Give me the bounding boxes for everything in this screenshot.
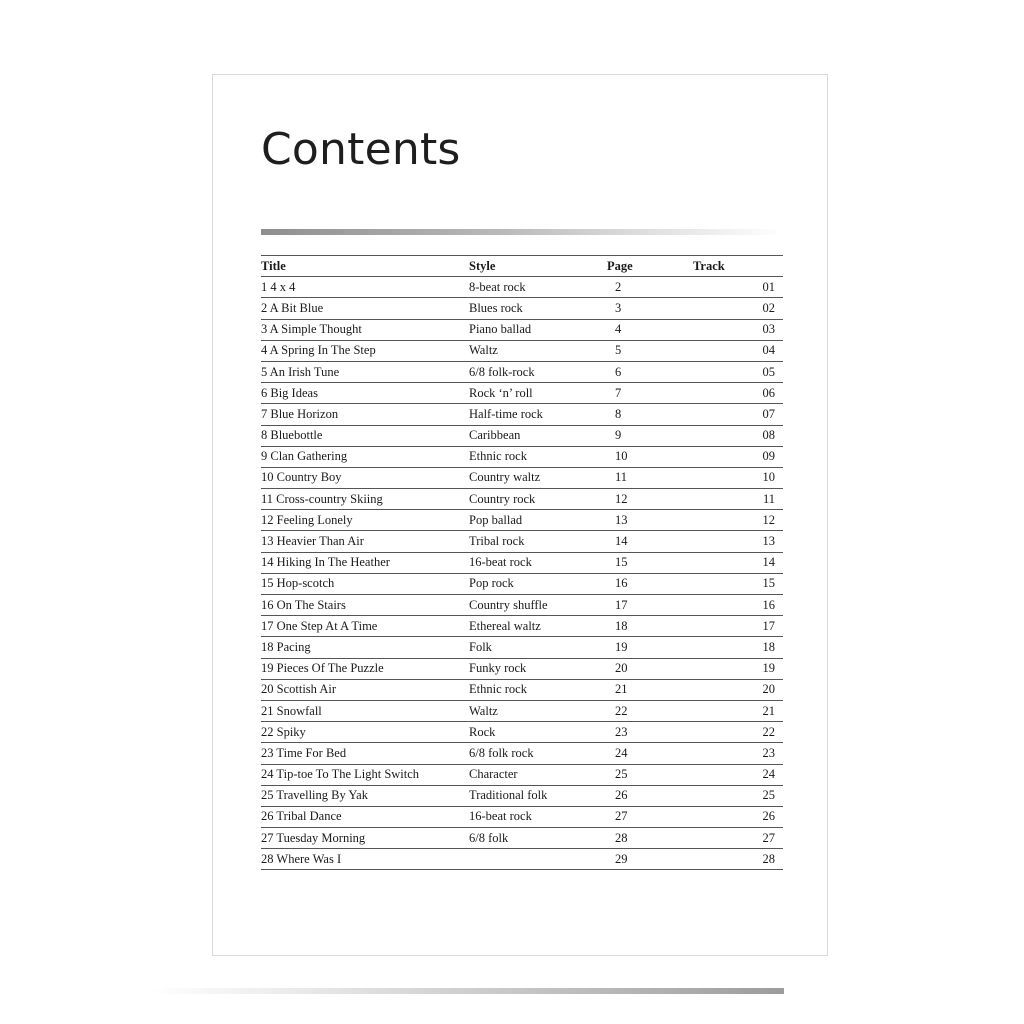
table-row bbox=[261, 340, 783, 361]
cell-track: 24 bbox=[693, 764, 783, 785]
cell-title: 15 Hop-scotch bbox=[261, 573, 469, 594]
cell-track: 13 bbox=[693, 531, 783, 552]
cell-style: 6/8 folk rock bbox=[469, 743, 607, 764]
cell-page: 2 bbox=[607, 277, 693, 298]
table-row bbox=[261, 573, 783, 594]
table-row bbox=[261, 595, 783, 616]
cell-title: 22 Spiky bbox=[261, 722, 469, 743]
cell-track: 23 bbox=[693, 743, 783, 764]
cell-track: 19 bbox=[693, 658, 783, 679]
table-row bbox=[261, 849, 783, 870]
cell-page: 27 bbox=[607, 806, 693, 827]
cell-style: 8-beat rock bbox=[469, 277, 607, 298]
table-row bbox=[261, 361, 783, 382]
cell-title: 1 4 x 4 bbox=[261, 277, 469, 298]
table-row bbox=[261, 828, 783, 849]
cell-title: 9 Clan Gathering bbox=[261, 446, 469, 467]
cell-track: 09 bbox=[693, 446, 783, 467]
cell-page: 12 bbox=[607, 489, 693, 510]
cell-style: Country rock bbox=[469, 489, 607, 510]
table-row bbox=[261, 510, 783, 531]
cell-track: 25 bbox=[693, 785, 783, 806]
page-shadow bbox=[150, 988, 784, 994]
cell-track: 16 bbox=[693, 595, 783, 616]
cell-page: 9 bbox=[607, 425, 693, 446]
cell-title: 18 Pacing bbox=[261, 637, 469, 658]
cell-title: 7 Blue Horizon bbox=[261, 404, 469, 425]
cell-track: 02 bbox=[693, 298, 783, 319]
cell-page: 17 bbox=[607, 595, 693, 616]
table-row bbox=[261, 319, 783, 340]
cell-page: 5 bbox=[607, 340, 693, 361]
table-row bbox=[261, 552, 783, 573]
table-row bbox=[261, 700, 783, 721]
header-track: Track bbox=[693, 256, 783, 277]
cell-title: 5 An Irish Tune bbox=[261, 361, 469, 382]
cell-track: 15 bbox=[693, 573, 783, 594]
cell-page: 7 bbox=[607, 383, 693, 404]
cell-page: 16 bbox=[607, 573, 693, 594]
cell-page: 23 bbox=[607, 722, 693, 743]
cell-title: 27 Tuesday Morning bbox=[261, 828, 469, 849]
cell-page: 8 bbox=[607, 404, 693, 425]
cell-page: 6 bbox=[607, 361, 693, 382]
cell-title: 2 A Bit Blue bbox=[261, 298, 469, 319]
cell-style: Folk bbox=[469, 637, 607, 658]
cell-page: 29 bbox=[607, 849, 693, 870]
cell-track: 27 bbox=[693, 828, 783, 849]
table-row bbox=[261, 722, 783, 743]
cell-title: 28 Where Was I bbox=[261, 849, 469, 870]
cell-style: Country shuffle bbox=[469, 595, 607, 616]
cell-page: 14 bbox=[607, 531, 693, 552]
cell-style: Traditional folk bbox=[469, 785, 607, 806]
cell-title: 23 Time For Bed bbox=[261, 743, 469, 764]
cell-track: 14 bbox=[693, 552, 783, 573]
cell-page: 11 bbox=[607, 467, 693, 488]
cell-track: 08 bbox=[693, 425, 783, 446]
cell-page: 22 bbox=[607, 700, 693, 721]
table-row bbox=[261, 616, 783, 637]
header-page: Page bbox=[607, 256, 693, 277]
cell-title: 25 Travelling By Yak bbox=[261, 785, 469, 806]
header-style: Style bbox=[469, 256, 607, 277]
cell-style: Rock ‘n’ roll bbox=[469, 383, 607, 404]
document-page bbox=[212, 74, 828, 956]
cell-style: Waltz bbox=[469, 340, 607, 361]
table-row bbox=[261, 637, 783, 658]
table-row bbox=[261, 425, 783, 446]
cell-title: 26 Tribal Dance bbox=[261, 806, 469, 827]
table-row bbox=[261, 277, 783, 298]
cell-style: Pop ballad bbox=[469, 510, 607, 531]
table-body bbox=[261, 277, 783, 870]
table-row bbox=[261, 658, 783, 679]
cell-track: 22 bbox=[693, 722, 783, 743]
cell-page: 25 bbox=[607, 764, 693, 785]
cell-title: 17 One Step At A Time bbox=[261, 616, 469, 637]
cell-track: 10 bbox=[693, 467, 783, 488]
cell-track: 18 bbox=[693, 637, 783, 658]
cell-title: 6 Big Ideas bbox=[261, 383, 469, 404]
cell-style: Pop rock bbox=[469, 573, 607, 594]
cell-style: Ethnic rock bbox=[469, 446, 607, 467]
cell-style: Blues rock bbox=[469, 298, 607, 319]
table-row bbox=[261, 743, 783, 764]
cell-title: 14 Hiking In The Heather bbox=[261, 552, 469, 573]
cell-title: 20 Scottish Air bbox=[261, 679, 469, 700]
table-row bbox=[261, 764, 783, 785]
table-row bbox=[261, 383, 783, 404]
cell-title: 21 Snowfall bbox=[261, 700, 469, 721]
cell-style: 6/8 folk-rock bbox=[469, 361, 607, 382]
table-row bbox=[261, 531, 783, 552]
cell-title: 4 A Spring In The Step bbox=[261, 340, 469, 361]
cell-track: 20 bbox=[693, 679, 783, 700]
cell-style: 16-beat rock bbox=[469, 552, 607, 573]
header-row bbox=[261, 256, 783, 277]
cell-track: 26 bbox=[693, 806, 783, 827]
cell-track: 07 bbox=[693, 404, 783, 425]
cell-page: 24 bbox=[607, 743, 693, 764]
cell-title: 16 On The Stairs bbox=[261, 595, 469, 616]
cell-style: Caribbean bbox=[469, 425, 607, 446]
cell-style: Tribal rock bbox=[469, 531, 607, 552]
cell-track: 05 bbox=[693, 361, 783, 382]
cell-title: 11 Cross-country Skiing bbox=[261, 489, 469, 510]
cell-style: Rock bbox=[469, 722, 607, 743]
table-row bbox=[261, 446, 783, 467]
cell-page: 18 bbox=[607, 616, 693, 637]
cell-title: 24 Tip-toe To The Light Switch bbox=[261, 764, 469, 785]
cell-title: 10 Country Boy bbox=[261, 467, 469, 488]
cell-style: 16-beat rock bbox=[469, 806, 607, 827]
table-row bbox=[261, 298, 783, 319]
title-divider bbox=[261, 229, 783, 235]
cell-title: 13 Heavier Than Air bbox=[261, 531, 469, 552]
cell-style: Half-time rock bbox=[469, 404, 607, 425]
cell-page: 10 bbox=[607, 446, 693, 467]
cell-track: 17 bbox=[693, 616, 783, 637]
cell-style: Character bbox=[469, 764, 607, 785]
table-header bbox=[261, 256, 783, 277]
table-row bbox=[261, 404, 783, 425]
cell-track: 28 bbox=[693, 849, 783, 870]
cell-title: 19 Pieces Of The Puzzle bbox=[261, 658, 469, 679]
cell-page: 4 bbox=[607, 319, 693, 340]
cell-track: 11 bbox=[693, 489, 783, 510]
cell-page: 26 bbox=[607, 785, 693, 806]
cell-track: 04 bbox=[693, 340, 783, 361]
table-row bbox=[261, 467, 783, 488]
cell-track: 03 bbox=[693, 319, 783, 340]
cell-track: 12 bbox=[693, 510, 783, 531]
contents-table bbox=[261, 255, 783, 870]
cell-style: Country waltz bbox=[469, 467, 607, 488]
cell-track: 21 bbox=[693, 700, 783, 721]
cell-title: 3 A Simple Thought bbox=[261, 319, 469, 340]
cell-page: 20 bbox=[607, 658, 693, 679]
page-title: Contents bbox=[261, 124, 461, 175]
table-row bbox=[261, 489, 783, 510]
cell-page: 19 bbox=[607, 637, 693, 658]
cell-style: Ethereal waltz bbox=[469, 616, 607, 637]
cell-page: 21 bbox=[607, 679, 693, 700]
cell-page: 13 bbox=[607, 510, 693, 531]
cell-style: 6/8 folk bbox=[469, 828, 607, 849]
cell-track: 01 bbox=[693, 277, 783, 298]
cell-title: 8 Bluebottle bbox=[261, 425, 469, 446]
header-title: Title bbox=[261, 256, 469, 277]
table-row bbox=[261, 785, 783, 806]
cell-page: 15 bbox=[607, 552, 693, 573]
cell-style: Waltz bbox=[469, 700, 607, 721]
cell-style bbox=[469, 849, 607, 870]
cell-track: 06 bbox=[693, 383, 783, 404]
cell-title: 12 Feeling Lonely bbox=[261, 510, 469, 531]
table-row bbox=[261, 806, 783, 827]
cell-page: 3 bbox=[607, 298, 693, 319]
table-row bbox=[261, 679, 783, 700]
cell-style: Funky rock bbox=[469, 658, 607, 679]
cell-style: Piano ballad bbox=[469, 319, 607, 340]
cell-style: Ethnic rock bbox=[469, 679, 607, 700]
cell-page: 28 bbox=[607, 828, 693, 849]
